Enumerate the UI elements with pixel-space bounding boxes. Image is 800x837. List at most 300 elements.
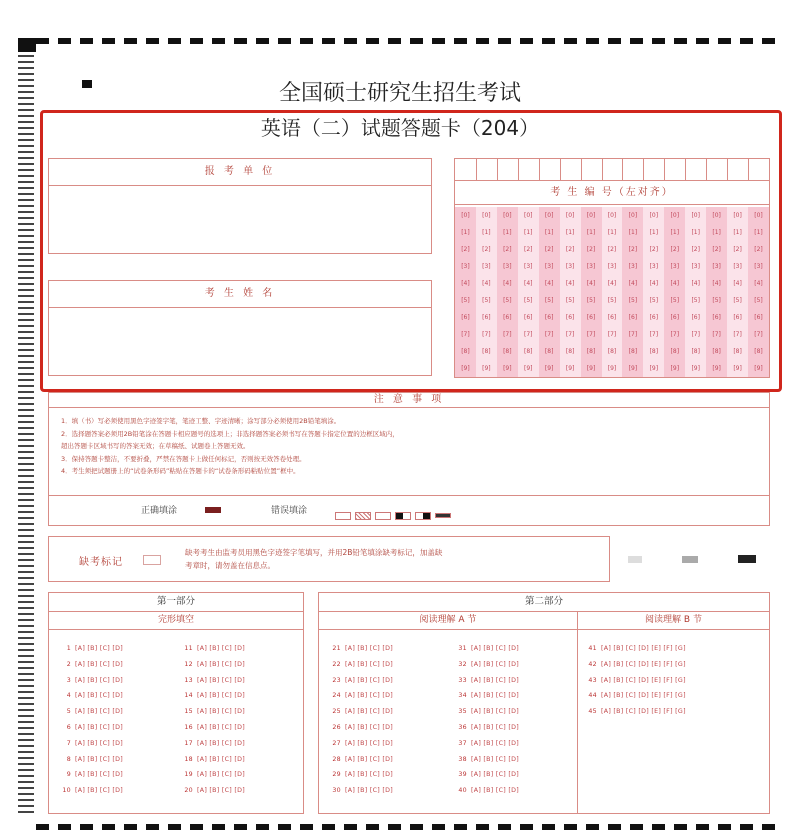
answer-row[interactable]	[177, 740, 245, 747]
answer-options[interactable]: [A] [B] [C] [D]	[345, 692, 394, 700]
answer-row[interactable]	[581, 708, 686, 715]
id-digit-bubble[interactable]: [0]	[712, 212, 721, 219]
id-digit-bubble[interactable]: [4]	[733, 280, 742, 287]
id-digit-bubble[interactable]: [3]	[607, 263, 617, 270]
id-digit-bubble[interactable]: [8]	[586, 348, 596, 355]
question-number: 39	[458, 771, 467, 779]
answer-options[interactable]: [A] [B] [C] [D]	[75, 787, 124, 795]
id-digit-bubble[interactable]: [7]	[628, 331, 638, 338]
id-digit-bubble[interactable]: [3]	[461, 263, 470, 270]
id-digit-bubble[interactable]: [2]	[670, 246, 680, 253]
id-digit-bubble[interactable]: [7]	[691, 331, 700, 338]
question-number: 3	[66, 676, 71, 684]
answer-options[interactable]: [A] [B] [C] [D]	[471, 787, 520, 795]
id-digit-bubble[interactable]: [9]	[482, 365, 491, 372]
id-digit-bubble[interactable]: [0]	[649, 212, 659, 219]
correct-fill-sample	[205, 507, 221, 513]
id-digit-bubble[interactable]: [0]	[607, 212, 617, 219]
wrong-fill-samples	[335, 505, 455, 524]
answer-row[interactable]	[55, 740, 123, 747]
answer-row[interactable]	[177, 724, 245, 731]
id-digit-bubble[interactable]: [4]	[565, 280, 575, 287]
answer-options[interactable]: [A] [B] [C] [D]	[471, 708, 520, 716]
answer-row[interactable]	[177, 692, 245, 699]
notes-list	[61, 415, 757, 478]
id-digit-bubble[interactable]: [7]	[503, 331, 512, 338]
id-digit-bubble[interactable]: [0]	[628, 212, 638, 219]
answer-row[interactable]	[581, 677, 686, 684]
id-digit-bubble[interactable]: [5]	[461, 297, 470, 304]
answer-options[interactable]: [A] [B] [C] [D]	[197, 787, 246, 795]
id-digit-bubble[interactable]: [2]	[712, 246, 721, 253]
answer-row[interactable]	[55, 692, 123, 699]
absent-label: 缺考标记	[79, 557, 123, 568]
answer-row[interactable]	[325, 771, 393, 778]
question-number: 24	[332, 692, 341, 700]
id-digit-bubble[interactable]: [1]	[503, 229, 512, 236]
id-digit-bubble[interactable]: [0]	[544, 212, 554, 219]
question-number: 25	[332, 708, 341, 716]
id-digit-bubble[interactable]: [2]	[544, 246, 554, 253]
question-number: 9	[66, 771, 71, 779]
id-digit-bubble[interactable]: [7]	[524, 331, 533, 338]
answer-row[interactable]	[55, 756, 123, 763]
answer-options[interactable]: [A] [B] [C] [D]	[75, 739, 124, 747]
id-digit-bubble[interactable]: [9]	[544, 365, 554, 372]
id-digit-bubble[interactable]: [4]	[649, 280, 659, 287]
answer-row[interactable]	[581, 645, 686, 652]
id-digit-bubble[interactable]: [8]	[607, 348, 617, 355]
question-number: 12	[184, 660, 193, 668]
answer-row[interactable]	[177, 787, 245, 794]
question-number: 10	[62, 787, 71, 795]
answer-row[interactable]	[451, 661, 519, 668]
id-digit-bubble[interactable]: [8]	[733, 348, 742, 355]
id-digit-bubble[interactable]: [6]	[733, 314, 742, 321]
answer-options[interactable]: [A] [B] [C] [D] [E] [F] [G]	[601, 692, 686, 700]
question-number: 28	[332, 755, 341, 763]
id-digit-bubble[interactable]: [5]	[524, 297, 533, 304]
id-digit-bubble[interactable]: [1]	[628, 229, 638, 236]
id-digit-bubble[interactable]: [7]	[607, 331, 617, 338]
id-digit-bubble[interactable]: [5]	[544, 297, 554, 304]
answer-options[interactable]: [A] [B] [C] [D]	[75, 645, 124, 652]
id-digit-bubble[interactable]: [3]	[649, 263, 659, 270]
answer-row[interactable]	[55, 708, 123, 715]
id-digit-bubble[interactable]: [5]	[712, 297, 721, 304]
id-digit-bubble[interactable]: [6]	[670, 314, 680, 321]
answer-row[interactable]	[451, 645, 519, 652]
answer-row[interactable]	[325, 708, 393, 715]
question-number: 42	[588, 660, 597, 668]
id-digit-bubble[interactable]: [3]	[628, 263, 638, 270]
id-digit-bubble[interactable]: [3]	[733, 263, 742, 270]
answer-row[interactable]	[55, 677, 123, 684]
id-digit-bubble[interactable]: [2]	[649, 246, 659, 253]
id-digit-bubble[interactable]: [3]	[524, 263, 533, 270]
highlight-frame	[40, 110, 782, 392]
id-digit-bubble[interactable]: [6]	[586, 314, 596, 321]
answer-options[interactable]: [A] [B] [C] [D]	[345, 645, 394, 652]
id-digit-bubble[interactable]: [0]	[586, 212, 596, 219]
answer-options[interactable]: [A] [B] [C] [D]	[345, 755, 394, 763]
id-digit-bubble[interactable]: [2]	[586, 246, 596, 253]
question-number: 11	[184, 645, 193, 652]
id-digit-bubble[interactable]: [8]	[670, 348, 680, 355]
alignment-mark	[738, 555, 756, 563]
id-digit-bubble[interactable]: [5]	[586, 297, 596, 304]
answer-row[interactable]	[581, 692, 686, 699]
question-number: 17	[184, 739, 193, 747]
answer-options[interactable]: [A] [B] [C] [D]	[75, 660, 124, 668]
id-digit-bubble[interactable]: [1]	[733, 229, 742, 236]
id-digit-bubble[interactable]: [1]	[607, 229, 617, 236]
id-digit-bubble[interactable]: [8]	[482, 348, 491, 355]
id-digit-bubble[interactable]: [0]	[503, 212, 512, 219]
answer-options[interactable]: [A] [B] [C] [D]	[345, 739, 394, 747]
id-digit-bubble[interactable]: [3]	[544, 263, 554, 270]
answer-options[interactable]: [A] [B] [C] [D]	[471, 739, 520, 747]
correct-fill-label: 正确填涂	[141, 506, 178, 516]
id-digit-bubble[interactable]: [4]	[461, 280, 470, 287]
id-digit-bubble[interactable]: [7]	[544, 331, 554, 338]
absent-checkbox[interactable]	[143, 555, 161, 565]
question-number: 37	[458, 739, 467, 747]
id-digit-bubble[interactable]: [7]	[565, 331, 575, 338]
answer-options[interactable]: [A] [B] [C] [D]	[75, 755, 124, 763]
question-number: 2	[66, 660, 71, 668]
id-digit-bubble[interactable]: [2]	[565, 246, 575, 253]
id-digit-bubble[interactable]: [4]	[628, 280, 638, 287]
id-digit-bubble[interactable]: [9]	[607, 365, 617, 372]
id-digit-bubble[interactable]: [7]	[712, 331, 721, 338]
question-number: 43	[588, 676, 597, 684]
answer-row[interactable]	[325, 724, 393, 731]
id-digit-bubble[interactable]: [9]	[586, 365, 596, 372]
answer-options[interactable]: [A] [B] [C] [D] [E] [F] [G]	[601, 708, 686, 716]
id-digit-bubble[interactable]: [8]	[691, 348, 700, 355]
id-digit-bubble[interactable]: [8]	[544, 348, 554, 355]
id-digit-bubble[interactable]: [6]	[461, 314, 470, 321]
answer-row[interactable]	[325, 661, 393, 668]
question-number: 1	[66, 645, 71, 652]
answer-row[interactable]	[55, 661, 123, 668]
section-b-label: 阅读理解 B 节	[577, 611, 769, 630]
id-digit-bubble[interactable]: [5]	[670, 297, 680, 304]
answer-options[interactable]: [A] [B] [C] [D]	[345, 660, 394, 668]
id-digit-bubble[interactable]: [7]	[670, 331, 680, 338]
answer-row[interactable]	[325, 740, 393, 747]
answer-options[interactable]: [A] [B] [C] [D]	[75, 771, 124, 779]
answer-row[interactable]	[451, 740, 519, 747]
question-number: 40	[458, 787, 467, 795]
id-digit-bubble[interactable]: [7]	[586, 331, 596, 338]
answer-options[interactable]: [A] [B] [C] [D]	[197, 755, 246, 763]
answer-options[interactable]: [A] [B] [C] [D]	[197, 739, 246, 747]
id-digit-bubble[interactable]: [1]	[524, 229, 533, 236]
answer-options[interactable]: [A] [B] [C] [D]	[197, 771, 246, 779]
answer-options[interactable]: [A] [B] [C] [D]	[197, 676, 246, 684]
id-digit-bubble[interactable]: [1]	[670, 229, 680, 236]
id-digit-bubble[interactable]: [8]	[628, 348, 638, 355]
id-digit-bubble[interactable]: [4]	[482, 280, 491, 287]
id-digit-bubble[interactable]: [1]	[565, 229, 575, 236]
question-number: 31	[458, 645, 467, 652]
answer-options[interactable]: [A] [B] [C] [D] [E] [F] [G]	[601, 676, 686, 684]
question-number: 32	[458, 660, 467, 668]
id-digit-bubble[interactable]: [9]	[628, 365, 638, 372]
question-number: 45	[588, 708, 597, 716]
id-digit-bubble[interactable]: [0]	[670, 212, 680, 219]
id-digit-bubble[interactable]: [7]	[733, 331, 742, 338]
id-digit-bubble[interactable]: [3]	[503, 263, 512, 270]
id-digit-bubble[interactable]: [5]	[649, 297, 659, 304]
id-digit-bubble[interactable]: [0]	[482, 212, 491, 219]
id-digit-bubble[interactable]: [3]	[670, 263, 680, 270]
id-digit-bubble[interactable]: [6]	[482, 314, 491, 321]
question-number: 41	[588, 645, 597, 652]
answer-row[interactable]	[451, 692, 519, 699]
id-digit-bubble[interactable]: [1]	[482, 229, 491, 236]
answer-options[interactable]: [A] [B] [C] [D]	[345, 708, 394, 716]
question-number: 21	[332, 645, 341, 652]
id-digit-bubble[interactable]: [1]	[586, 229, 596, 236]
id-digit-bubble[interactable]: [1]	[754, 229, 763, 236]
id-digit-bubble[interactable]: [5]	[754, 297, 763, 304]
id-digit-bubble[interactable]: [8]	[754, 348, 763, 355]
id-digit-bubble[interactable]: [7]	[754, 331, 763, 338]
id-digit-bubble[interactable]: [0]	[524, 212, 533, 219]
question-number: 8	[66, 755, 71, 763]
id-digit-bubble[interactable]: [9]	[503, 365, 512, 372]
answer-options[interactable]: [A] [B] [C] [D]	[471, 724, 520, 731]
id-digit-bubble[interactable]: [6]	[524, 314, 533, 321]
answer-row[interactable]	[177, 771, 245, 778]
id-digit-bubble[interactable]: [5]	[628, 297, 638, 304]
id-digit-bubble[interactable]: [3]	[482, 263, 491, 270]
id-digit-bubble[interactable]: [4]	[607, 280, 617, 287]
id-digit-bubble[interactable]: [9]	[712, 365, 721, 372]
id-digit-bubble[interactable]: [9]	[733, 365, 742, 372]
answer-options[interactable]: [A] [B] [C] [D] [E] [F] [G]	[601, 645, 686, 652]
id-digit-bubble[interactable]: [1]	[544, 229, 554, 236]
id-digit-bubble[interactable]: [0]	[565, 212, 575, 219]
id-digit-bubble[interactable]: [9]	[461, 365, 470, 372]
answer-options[interactable]: [A] [B] [C] [D]	[197, 692, 246, 700]
part2-column-a1	[325, 645, 451, 805]
question-number: 26	[332, 724, 341, 731]
answer-options[interactable]: [A] [B] [C] [D]	[345, 724, 394, 731]
answer-options[interactable]: [A] [B] [C] [D]	[345, 676, 394, 684]
id-digit-bubble[interactable]: [1]	[712, 229, 721, 236]
id-digit-bubble[interactable]: [7]	[482, 331, 491, 338]
id-digit-bubble[interactable]: [6]	[544, 314, 554, 321]
id-digit-bubble[interactable]: [6]	[607, 314, 617, 321]
id-digit-bubble[interactable]: [9]	[649, 365, 659, 372]
id-digit-bubble[interactable]: [8]	[461, 348, 470, 355]
id-digit-bubble[interactable]: [5]	[482, 297, 491, 304]
id-digit-bubble[interactable]: [3]	[712, 263, 721, 270]
id-digit-bubble[interactable]: [6]	[565, 314, 575, 321]
id-digit-bubble[interactable]: [4]	[544, 280, 554, 287]
answer-row[interactable]	[177, 661, 245, 668]
answer-options[interactable]: [A] [B] [C] [D]	[471, 645, 520, 652]
id-digit-bubble[interactable]: [8]	[649, 348, 659, 355]
answer-row[interactable]	[325, 677, 393, 684]
alignment-mark	[628, 556, 642, 563]
question-number: 20	[184, 787, 193, 795]
answer-row[interactable]	[325, 787, 393, 794]
answer-options[interactable]: [A] [B] [C] [D]	[471, 755, 520, 763]
absent-text	[185, 546, 442, 572]
id-digit-bubble[interactable]: [3]	[586, 263, 596, 270]
question-number: 4	[66, 692, 71, 700]
id-digit-bubble[interactable]: [3]	[565, 263, 575, 270]
id-digit-bubble[interactable]: [2]	[524, 246, 533, 253]
answer-row[interactable]	[55, 645, 123, 652]
absent-text-line: 考章时，请勿盖在信息点。	[185, 561, 275, 570]
id-digit-bubble[interactable]: [6]	[649, 314, 659, 321]
id-digit-bubble[interactable]: [0]	[691, 212, 700, 219]
answer-row[interactable]	[55, 771, 123, 778]
id-digit-bubble[interactable]: [6]	[691, 314, 700, 321]
id-digit-bubble[interactable]: [4]	[691, 280, 700, 287]
id-digit-bubble[interactable]: [7]	[461, 331, 470, 338]
answer-row[interactable]	[581, 661, 686, 668]
id-digit-bubble[interactable]: [8]	[712, 348, 721, 355]
id-digit-bubble[interactable]: [2]	[628, 246, 638, 253]
answer-row[interactable]	[177, 677, 245, 684]
absent-mark-box	[48, 536, 610, 582]
id-digit-bubble[interactable]: [9]	[670, 365, 680, 372]
answer-options[interactable]: [A] [B] [C] [D]	[75, 692, 124, 700]
question-number: 29	[332, 771, 341, 779]
answer-options[interactable]: [A] [B] [C] [D]	[345, 771, 394, 779]
page-title: 全国硕士研究生招生考试	[278, 81, 521, 106]
answer-options[interactable]: [A] [B] [C] [D]	[197, 708, 246, 716]
note-item: 2．选择题答案必须用2B铅笔涂在答题卡相应题号的选项上；非选择题答案必须书写在答题卡指定位置的边框区域内，	[61, 429, 399, 438]
id-digit-bubble[interactable]: [2]	[461, 246, 470, 253]
note-item: 4．考生须把试题册上的“试卷条形码”粘贴在答题卡的“试卷条形码粘贴位置”框中。	[61, 467, 300, 475]
answer-row[interactable]	[177, 645, 245, 652]
id-digit-bubble[interactable]: [2]	[733, 246, 742, 253]
id-digit-bubble[interactable]: [8]	[565, 348, 575, 355]
answer-row[interactable]	[177, 756, 245, 763]
id-digit-bubble[interactable]: [2]	[754, 246, 763, 253]
question-number: 18	[184, 755, 193, 763]
part2-column-b	[581, 645, 767, 805]
part1-subtitle: 完形填空	[49, 611, 303, 630]
question-number: 15	[184, 708, 193, 716]
id-digit-bubble[interactable]: [9]	[565, 365, 575, 372]
id-digit-bubble[interactable]: [5]	[565, 297, 575, 304]
id-digit-bubble[interactable]: [4]	[712, 280, 721, 287]
id-digit-bubble[interactable]: [4]	[586, 280, 596, 287]
id-digit-bubble[interactable]: [2]	[482, 246, 491, 253]
id-digit-bubble[interactable]: [1]	[691, 229, 700, 236]
answer-row[interactable]	[325, 645, 393, 652]
answer-row[interactable]	[55, 787, 123, 794]
id-digit-bubble[interactable]: [0]	[733, 212, 742, 219]
id-digit-bubble[interactable]: [0]	[461, 212, 470, 219]
id-digit-bubble[interactable]: [9]	[691, 365, 700, 372]
id-digit-bubble[interactable]: [6]	[503, 314, 512, 321]
answer-options[interactable]: [A] [B] [C] [D]	[75, 676, 124, 684]
id-digit-bubble[interactable]: [4]	[524, 280, 533, 287]
candidate-number-label: 考 生 编 号（左对齐）	[455, 181, 769, 205]
id-digit-bubble[interactable]: [8]	[503, 348, 512, 355]
answer-row[interactable]	[325, 692, 393, 699]
question-number: 35	[458, 708, 467, 716]
id-digit-bubble[interactable]: [6]	[628, 314, 638, 321]
id-digit-bubble[interactable]: [6]	[712, 314, 721, 321]
answer-row[interactable]	[177, 708, 245, 715]
id-digit-bubble[interactable]: [3]	[754, 263, 763, 270]
answer-options[interactable]: [A] [B] [C] [D]	[471, 660, 520, 668]
note-item: 3．保持答题卡整洁，不要折叠，严禁在答题卡上做任何标记，否则按无效答卷处理。	[61, 454, 306, 463]
id-digit-bubble[interactable]: [4]	[503, 280, 512, 287]
exam-unit-label: 报 考 单 位	[49, 159, 431, 186]
answer-options[interactable]: [A] [B] [C] [D]	[345, 787, 394, 795]
answer-options[interactable]: [A] [B] [C] [D]	[471, 692, 520, 700]
id-digit-bubble[interactable]: [2]	[503, 246, 512, 253]
id-digit-bubble[interactable]: [3]	[691, 263, 700, 270]
answer-row[interactable]	[451, 787, 519, 794]
answer-row[interactable]	[451, 756, 519, 763]
id-digit-bubble[interactable]: [5]	[733, 297, 742, 304]
question-number: 7	[66, 739, 71, 747]
id-digit-bubble[interactable]: [8]	[524, 348, 533, 355]
id-digit-bubble[interactable]: [1]	[461, 229, 470, 236]
answer-options[interactable]: [A] [B] [C] [D]	[471, 676, 520, 684]
id-digit-bubble[interactable]: [5]	[691, 297, 700, 304]
answer-options[interactable]: [A] [B] [C] [D]	[197, 660, 246, 668]
answer-row[interactable]	[451, 677, 519, 684]
part2-title: 第二部分	[319, 593, 769, 612]
corner-marker	[18, 38, 36, 52]
id-digit-bubble[interactable]: [2]	[691, 246, 700, 253]
answer-options[interactable]: [A] [B] [C] [D]	[197, 645, 246, 652]
question-number: 23	[332, 676, 341, 684]
id-digit-bubble[interactable]: [2]	[607, 246, 617, 253]
id-digit-bubble[interactable]: [4]	[754, 280, 763, 287]
id-digit-bubble[interactable]: [7]	[649, 331, 659, 338]
answer-row[interactable]	[325, 756, 393, 763]
absent-text-line: 缺考考生由监考员用黑色字迹签字笔填写，并用2B铅笔填涂缺考标记，加盖缺	[185, 548, 443, 557]
id-digit-bubble[interactable]: [9]	[524, 365, 533, 372]
id-digit-bubble[interactable]: [0]	[754, 212, 763, 219]
answer-options[interactable]: [A] [B] [C] [D] [E] [F] [G]	[601, 660, 686, 668]
question-number: 34	[458, 692, 467, 700]
part1-title: 第一部分	[49, 593, 303, 612]
id-digit-bubble[interactable]: [5]	[503, 297, 512, 304]
answer-options[interactable]: [A] [B] [C] [D]	[471, 771, 520, 779]
id-digit-bubble[interactable]: [6]	[754, 314, 763, 321]
alignment-mark	[682, 556, 698, 563]
question-number: 27	[332, 739, 341, 747]
id-digit-bubble[interactable]: [5]	[607, 297, 617, 304]
answer-options[interactable]: [A] [B] [C] [D]	[197, 724, 246, 731]
answer-options[interactable]: [A] [B] [C] [D]	[75, 724, 124, 731]
answer-row[interactable]	[451, 771, 519, 778]
answer-row[interactable]	[55, 724, 123, 731]
id-digit-bubble[interactable]: [9]	[754, 365, 763, 372]
answer-row[interactable]	[451, 708, 519, 715]
id-digit-bubble[interactable]: [4]	[670, 280, 680, 287]
id-digit-bubble[interactable]: [1]	[649, 229, 659, 236]
answer-row[interactable]	[451, 724, 519, 731]
answer-options[interactable]: [A] [B] [C] [D]	[75, 708, 124, 716]
